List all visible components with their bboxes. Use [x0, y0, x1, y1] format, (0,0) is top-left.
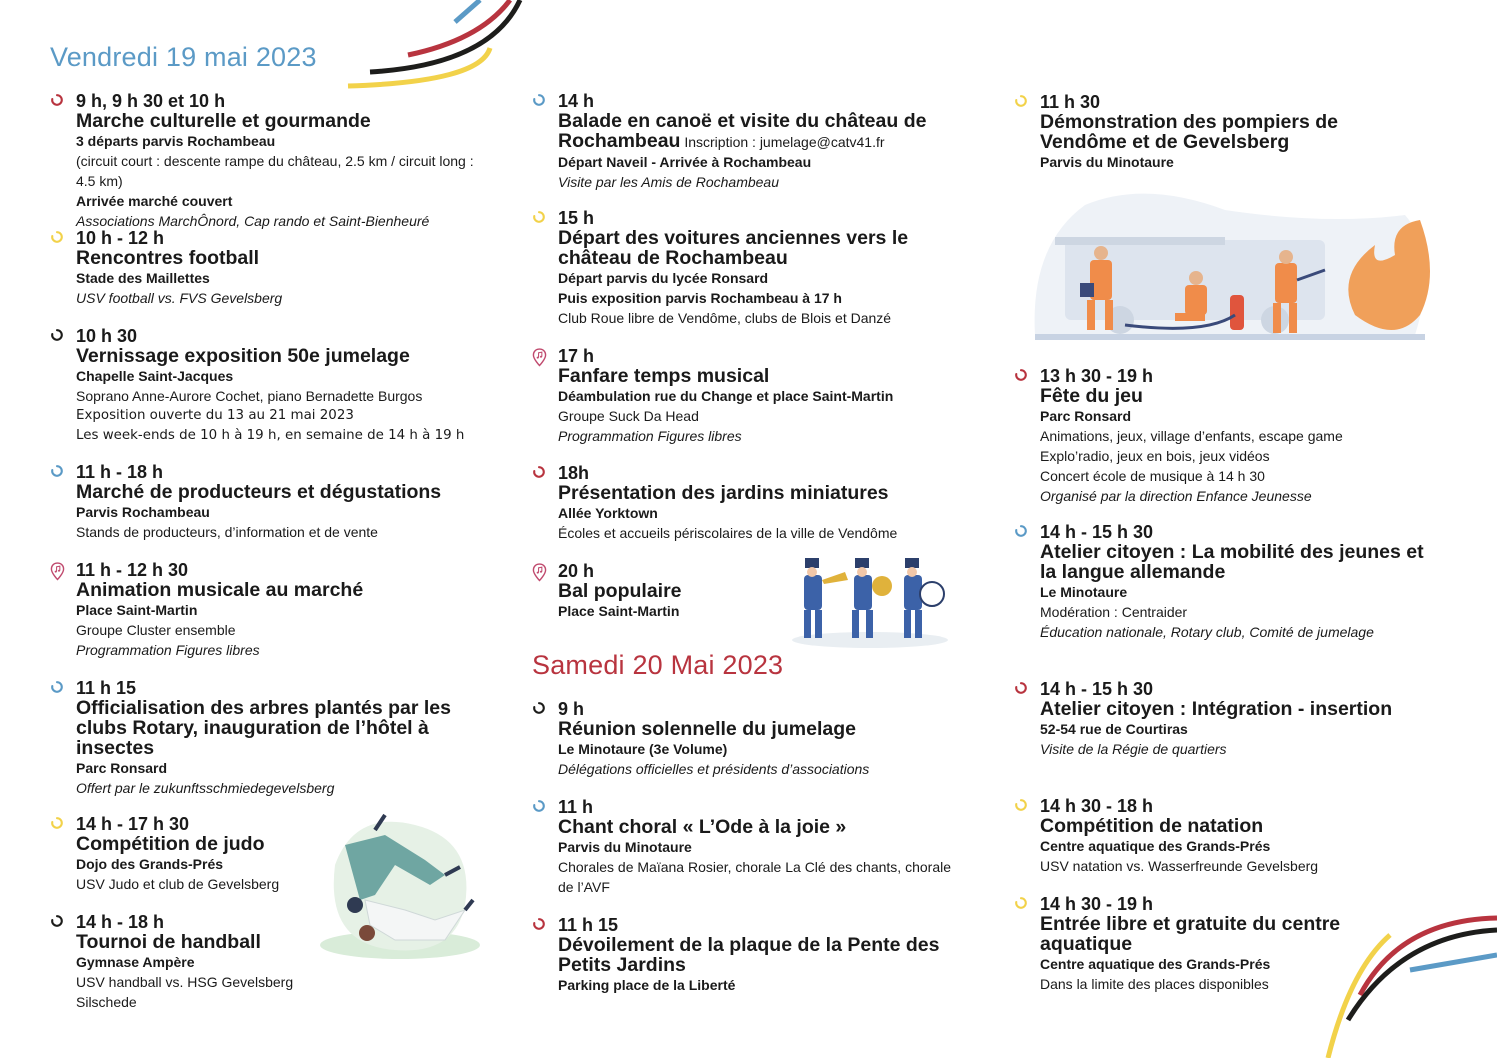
- event-time: 11 h: [558, 797, 594, 817]
- event-time: 9 h: [558, 699, 585, 719]
- event-time: 18h: [558, 463, 590, 483]
- event-title: Vernissage exposition 50e jumelage: [76, 345, 410, 367]
- top-stripes-decoration: [340, 0, 540, 95]
- event-item: [558, 561, 788, 621]
- event-detail-line: Concert école de musique à 14 h 30: [1040, 468, 1265, 484]
- event-title: Fanfare temps musical: [558, 365, 770, 387]
- event-detail-line: Dans la limite des places disponibles: [1040, 976, 1269, 992]
- music-pin-icon: [50, 562, 66, 578]
- event-item: [76, 814, 316, 894]
- event-item: [76, 678, 481, 798]
- yellow-ring-icon: [1014, 798, 1030, 814]
- blue-ring-icon: [1014, 524, 1030, 540]
- music-pin-icon: [532, 348, 548, 364]
- event-detail-line: Déambulation rue du Change et place Saint-Martin: [558, 388, 894, 404]
- event-item: [558, 208, 958, 328]
- event-title: Marche culturelle et gourmande: [76, 110, 371, 132]
- event-title: Compétition de natation: [1040, 815, 1264, 837]
- event-detail-line: Soprano Anne-Aurore Cochet, piano Bernadette Burgos: [76, 388, 423, 404]
- event-title: Fête du jeu: [1040, 385, 1143, 407]
- event-time: 14 h 30 - 19 h: [1040, 894, 1154, 914]
- event-item: [558, 797, 958, 897]
- event-item: [76, 912, 316, 1012]
- event-detail-line: Dojo des Grands-Prés: [76, 856, 224, 872]
- yellow-ring-icon: [532, 210, 548, 226]
- event-time: 11 h 15: [558, 915, 619, 935]
- event-title: Compétition de judo: [76, 833, 265, 855]
- judo-illustration: [315, 805, 485, 965]
- event-item: [1040, 522, 1430, 642]
- event-detail-line: Place Saint-Martin: [558, 603, 680, 619]
- event-detail-line: Associations MarchÔnord, Cap rando et Saint-Bienheuré: [76, 213, 430, 229]
- event-detail-line: Organisé par la direction Enfance Jeunesse: [1040, 488, 1312, 504]
- event-detail-line: USV natation vs. Wasserfreunde Gevelsberg: [1040, 858, 1319, 874]
- event-title: Rencontres football: [76, 247, 260, 269]
- event-title: Chant choral « L’Ode à la joie »: [558, 816, 847, 838]
- red-ring-icon: [532, 465, 548, 481]
- event-item: [76, 560, 481, 660]
- event-detail-line: USV football vs. FVS Gevelsberg: [76, 290, 283, 306]
- event-detail-line: Chorales de Maïana Rosier, chorale La Clé des chants, chorale de l’AVF: [558, 859, 951, 895]
- event-detail-line: Parvis du Minotaure: [558, 839, 692, 855]
- event-item: [1040, 894, 1430, 994]
- event-detail-line: Délégations officielles et présidents d’associations: [558, 761, 870, 777]
- event-title: Dévoilement de la plaque de la Pente des Petits Jardins: [558, 934, 940, 976]
- event-item: [558, 463, 958, 543]
- event-detail-line: Stands de producteurs, d’information et de vente: [76, 524, 378, 540]
- event-detail-line: Départ parvis du lycée Ronsard: [558, 270, 769, 286]
- event-title: Présentation des jardins miniatures: [558, 482, 889, 504]
- event-title: Balade en canoë et visite du château de Rochambeau Inscription : jumelage@catv41.fr: [558, 110, 927, 152]
- event-detail-line: USV handball vs. HSG Gevelsberg Silschede: [76, 974, 294, 1010]
- event-item: [1040, 796, 1430, 876]
- event-time: 17 h: [558, 346, 595, 366]
- event-detail-line: Départ Naveil - Arrivée à Rochambeau: [558, 154, 812, 170]
- event-detail-line: Gymnase Ampère: [76, 954, 195, 970]
- event-inline-note: Inscription : jumelage@catv41.fr: [680, 134, 885, 150]
- event-time: 14 h: [558, 91, 595, 111]
- day-title-friday: Vendredi 19 mai 2023: [50, 42, 317, 72]
- event-item: [76, 228, 481, 308]
- event-time: 14 h 30 - 18 h: [1040, 796, 1154, 816]
- event-detail-line: Programmation Figures libres: [558, 428, 742, 444]
- event-item: [76, 462, 481, 542]
- event-detail-line: Parvis du Minotaure: [1040, 154, 1174, 170]
- event-time: 15 h: [558, 208, 595, 228]
- event-time: 14 h - 15 h 30: [1040, 522, 1154, 542]
- marching-band-illustration: [790, 550, 950, 650]
- event-detail-line: Parvis Rochambeau: [76, 504, 210, 520]
- event-title: Animation musicale au marché: [76, 579, 364, 601]
- event-detail-line: Club Roue libre de Vendôme, clubs de Blois et Danzé: [558, 310, 892, 326]
- event-detail-line: Visite par les Amis de Rochambeau: [558, 174, 779, 190]
- event-time: 13 h 30 - 19 h: [1040, 366, 1154, 386]
- blue-ring-icon: [532, 799, 548, 815]
- event-detail-line: Centre aquatique des Grands-Prés: [1040, 956, 1271, 972]
- event-detail-line: Groupe Suck Da Head: [558, 408, 699, 424]
- event-time: 11 h 30: [1040, 92, 1101, 112]
- event-item: [558, 91, 958, 192]
- event-detail-line: Les week-ends de 10 h à 19 h, en semaine de 14 h à 19 h: [76, 428, 465, 443]
- event-detail-line: (circuit court : descente rampe du château, 2.5 km / circuit long : 4.5 km): [76, 153, 474, 189]
- blue-ring-icon: [50, 680, 66, 696]
- event-detail-line: Exposition ouverte du 13 au 21 mai 2023: [76, 408, 354, 423]
- yellow-ring-icon: [1014, 896, 1030, 912]
- event-time: 11 h - 12 h 30: [76, 560, 189, 580]
- black-ring-icon: [50, 914, 66, 930]
- red-ring-icon: [532, 917, 548, 933]
- event-title: Bal populaire: [558, 580, 682, 602]
- event-time: 11 h 15: [76, 678, 137, 698]
- black-ring-icon: [50, 328, 66, 344]
- event-detail-line: 52-54 rue de Courtiras: [1040, 721, 1188, 737]
- event-time: 9 h, 9 h 30 et 10 h: [76, 91, 226, 111]
- event-detail-line: 3 départs parvis Rochambeau: [76, 133, 276, 149]
- event-detail-line: Le Minotaure (3e Volume): [558, 741, 728, 757]
- yellow-ring-icon: [50, 816, 66, 832]
- event-detail-line: Éducation nationale, Rotary club, Comité de jumelage: [1040, 624, 1374, 640]
- event-item: [76, 326, 481, 446]
- event-time: 14 h - 18 h: [76, 912, 165, 932]
- event-detail-line: Chapelle Saint-Jacques: [76, 368, 234, 384]
- event-detail-line: Parc Ronsard: [1040, 408, 1132, 424]
- event-detail-line: Animations, jeux, village d’enfants, escape game: [1040, 428, 1343, 444]
- red-ring-icon: [1014, 368, 1030, 384]
- firefighters-illustration: [1025, 185, 1435, 350]
- event-detail-line: Modération : Centraider: [1040, 604, 1188, 620]
- event-item: [1040, 679, 1430, 759]
- event-detail-line: Arrivée marché couvert: [76, 193, 233, 209]
- blue-ring-icon: [532, 93, 548, 109]
- event-time: 14 h - 15 h 30: [1040, 679, 1154, 699]
- event-time: 14 h - 17 h 30: [76, 814, 190, 834]
- event-title: Réunion solennelle du jumelage: [558, 718, 856, 740]
- event-item: [558, 915, 958, 995]
- event-time: 11 h - 18 h: [76, 462, 164, 482]
- event-item: [558, 699, 958, 779]
- yellow-ring-icon: [1014, 94, 1030, 110]
- event-item: [1040, 366, 1430, 506]
- event-title: Démonstration des pompiers de Vendôme et de Gevelsberg: [1040, 111, 1338, 153]
- event-title: Officialisation des arbres plantés par les clubs Rotary, inauguration de l’hôtel à insectes: [76, 697, 451, 759]
- event-detail-line: Visite de la Régie de quartiers: [1040, 741, 1227, 757]
- event-title: Marché de producteurs et dégustations: [76, 481, 442, 503]
- red-ring-icon: [50, 93, 66, 109]
- event-title: Entrée libre et gratuite du centre aquatique: [1040, 913, 1341, 955]
- event-detail-line: Allée Yorktown: [558, 505, 658, 521]
- event-title: Départ des voitures anciennes vers le château de Rochambeau: [558, 227, 909, 269]
- yellow-ring-icon: [50, 230, 66, 246]
- event-detail-line: Parc Ronsard: [76, 760, 168, 776]
- event-title: Atelier citoyen : La mobilité des jeunes et la langue allemande: [1040, 541, 1424, 583]
- event-detail-line: Programmation Figures libres: [76, 642, 260, 658]
- event-item: [558, 346, 958, 446]
- event-detail-line: Stade des Maillettes: [76, 270, 210, 286]
- event-time: 10 h - 12 h: [76, 228, 165, 248]
- red-ring-icon: [1014, 681, 1030, 697]
- event-detail-line: Groupe Cluster ensemble: [76, 622, 236, 638]
- day-title-saturday: Samedi 20 Mai 2023: [532, 650, 784, 680]
- event-detail-line: Place Saint-Martin: [76, 602, 198, 618]
- event-detail-line: Centre aquatique des Grands-Prés: [1040, 838, 1271, 854]
- event-time: 20 h: [558, 561, 595, 581]
- blue-ring-icon: [50, 464, 66, 480]
- event-detail-line: Parking place de la Liberté: [558, 977, 736, 993]
- event-detail-line: Explo’radio, jeux en bois, jeux vidéos: [1040, 448, 1270, 464]
- event-title: Atelier citoyen : Intégration - insertion: [1040, 698, 1393, 720]
- event-detail-line: Offert par le zukunftsschmiedegevelsberg: [76, 780, 335, 796]
- event-detail-line: Puis exposition parvis Rochambeau à 17 h: [558, 290, 842, 306]
- event-item: [76, 91, 481, 231]
- event-detail-line: Le Minotaure: [1040, 584, 1128, 600]
- event-item: [1040, 92, 1430, 172]
- black-ring-icon: [532, 701, 548, 717]
- event-detail-line: USV Judo et club de Gevelsberg: [76, 876, 280, 892]
- event-time: 10 h 30: [76, 326, 138, 346]
- event-title: Tournoi de handball: [76, 931, 261, 953]
- event-detail-line: Écoles et accueils périscolaires de la ville de Vendôme: [558, 525, 898, 541]
- music-pin-icon: [532, 563, 548, 579]
